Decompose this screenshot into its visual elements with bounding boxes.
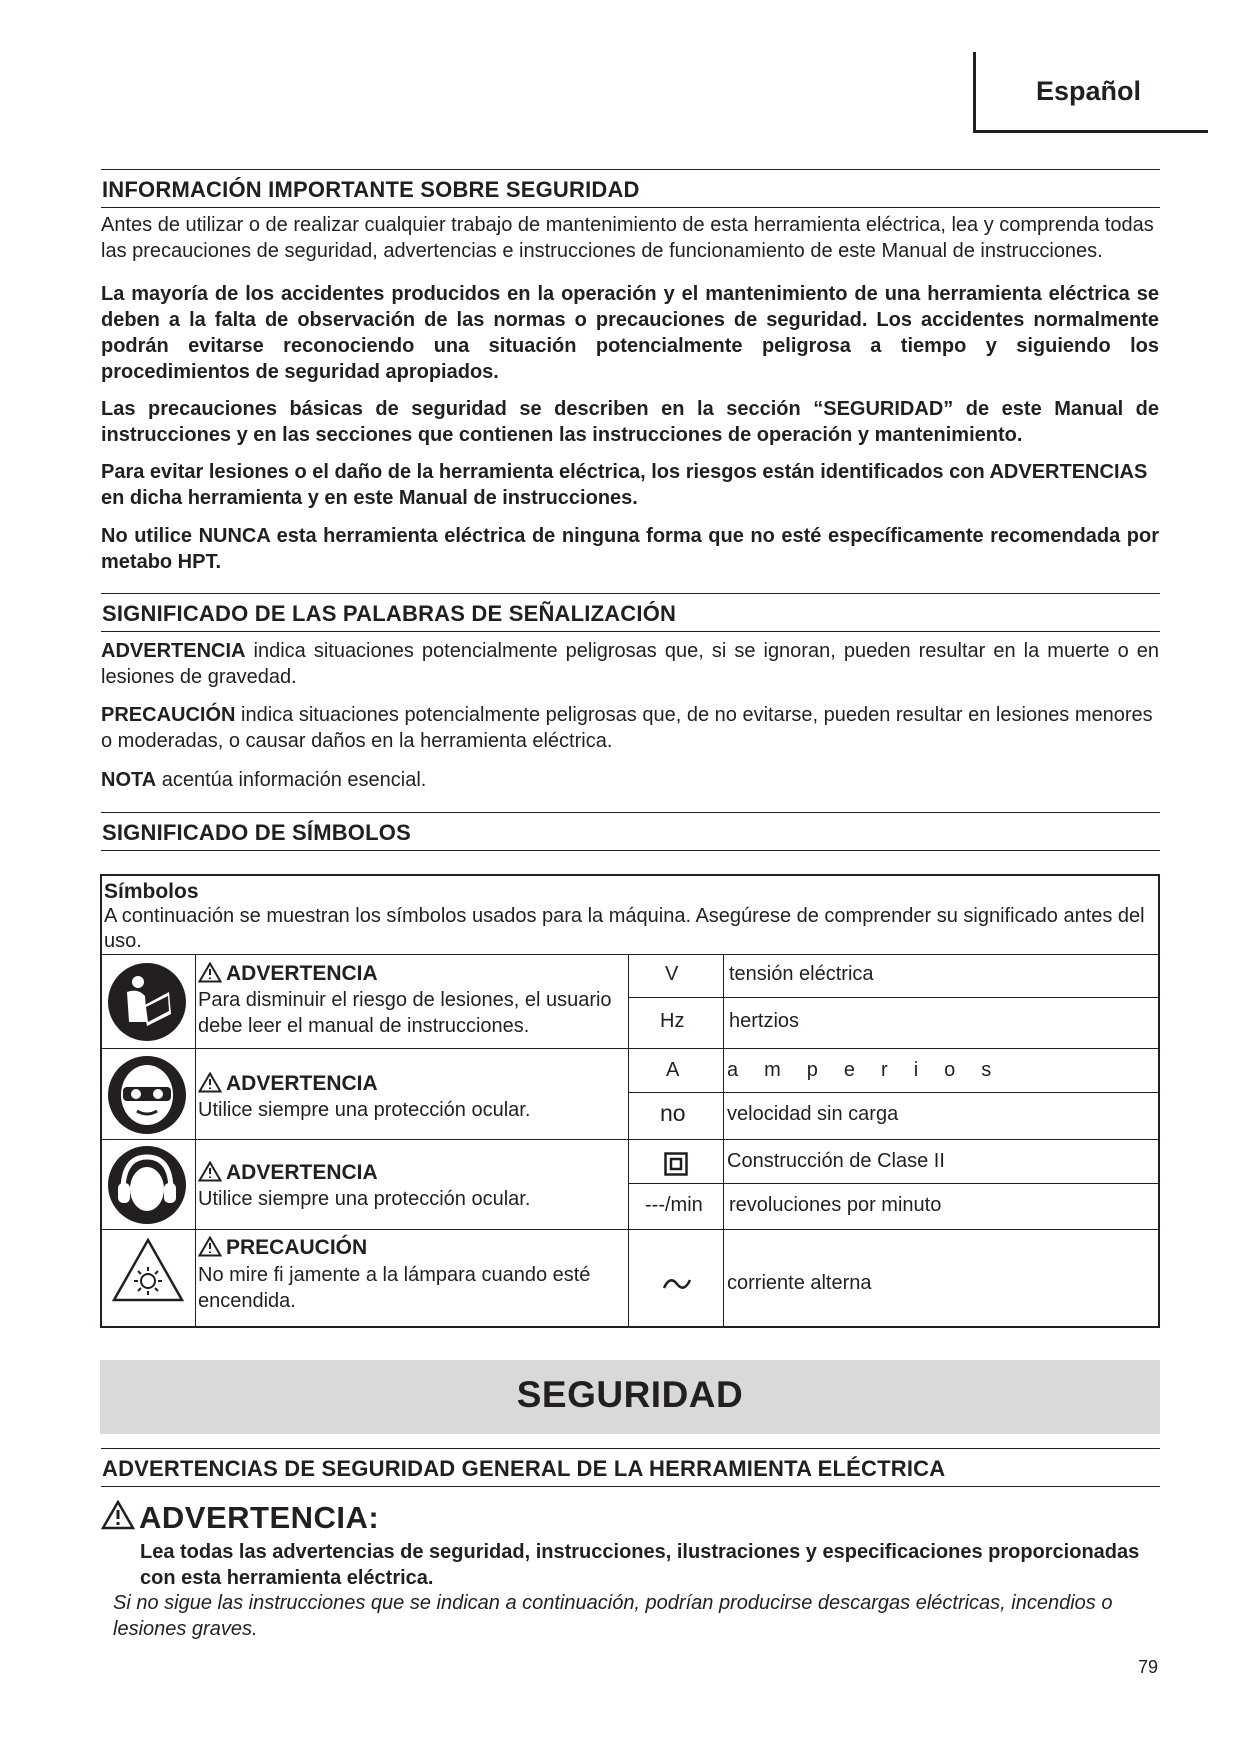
warning-1-text: Para disminuir el riesgo de lesiones, el usuario debe leer el manual de instrucciones.: [198, 989, 612, 1037]
section-heading-important: INFORMACIÓN IMPORTANTE SOBRE SEGURIDAD: [101, 169, 1160, 208]
table-line: [195, 954, 196, 1326]
language-tab: [973, 52, 1208, 133]
warning-2-heading: [198, 1072, 378, 1096]
text-nota: acentúa información esencial.: [156, 769, 427, 791]
general-warning-title: [101, 1500, 379, 1536]
signal-nota: [101, 767, 1159, 793]
unit-rpm-abbr: ---/min: [645, 1194, 703, 1216]
unit-no-abbr: no: [660, 1100, 686, 1126]
section-heading-symbols: SIGNIFICADO DE SÍMBOLOS: [101, 812, 1160, 851]
table-line: [628, 1048, 1160, 1049]
warning-3-text: Utilice siempre una protección ocular.: [198, 1188, 531, 1210]
table-line: [100, 1229, 1160, 1230]
warning-triangle-icon: [198, 1072, 222, 1093]
page-number: 79: [1138, 1657, 1159, 1677]
language-label: Español: [1036, 76, 1142, 106]
general-warning-title-text: ADVERTENCIA:: [139, 1500, 380, 1535]
warning-1-heading-text: ADVERTENCIA: [226, 962, 378, 985]
important-paragraph-2: La mayoría de los accidentes producidos en la operación y el mantenimiento de una herramienta eléctrica se deben a la falta de observación de las normas o precauciones de seguridad. Los accidentes normalmente podrán evitarse reconociendo una situación potencialmente peligrosa a tiempo y siguiendo los procedimientos de seguridad apropiados.: [101, 283, 1159, 383]
important-paragraph-3: Las precauciones básicas de seguridad se describen en la sección “SEGURIDAD” de este Manual de instrucciones y en las secciones que contienen las instrucciones de operación y mantenimiento.: [101, 398, 1159, 446]
important-paragraph-4: Para evitar lesiones o el daño de la herramienta eléctrica, los riesgos están identificados con ADVERTENCIAS en dicha herramienta y en este Manual de instrucciones.: [101, 461, 1148, 509]
general-warning-italic: [113, 1590, 1153, 1642]
unit-v-desc: tensión eléctrica: [729, 963, 874, 985]
table-line: [100, 1139, 628, 1140]
signal-advertencia: [101, 638, 1159, 690]
symbols-box-title: Símbolos: [104, 880, 199, 903]
warning-triangle-icon: [198, 1236, 222, 1257]
table-line: [628, 1092, 1160, 1093]
general-warning-bold: Lea todas las advertencias de seguridad, instrucciones, ilustraciones y especificaciones proporcionadas con esta herramienta eléctrica.: [140, 1541, 1140, 1589]
symbols-box-intro: A continuación se muestran los símbolos usados para la máquina. Asegúrese de comprender su significado antes del uso.: [104, 905, 1145, 952]
safety-band: [100, 1360, 1160, 1434]
text-advertencia: indica situaciones potencialmente peligrosas que, si se ignoran, pueden resultar en la muerte o en lesiones de gravedad.: [101, 640, 1159, 688]
general-warning-italic-text: Si no sigue las instrucciones que se indican a continuación, podrían producirse descargas eléctricas, incendios o lesiones graves.: [113, 1592, 1113, 1640]
table-line: [100, 954, 1160, 955]
important-paragraph-1: Antes de utilizar o de realizar cualquier trabajo de mantenimiento de esta herramienta eléctrica, lea y comprenda todas las precauciones de seguridad, advertencias e instrucciones de funcionamiento de este Manual de instrucciones.: [101, 214, 1154, 262]
unit-a-desc: amperios: [727, 1059, 1018, 1081]
warning-4-heading: [198, 1236, 367, 1260]
warning-1-heading: [198, 962, 378, 986]
unit-hz-desc: hertzios: [729, 1010, 800, 1032]
warning-3-heading: [198, 1161, 378, 1185]
important-paragraph-5: No utilice NUNCA esta herramienta eléctrica de ninguna forma que no esté específicamente recomendada por metabo HPT.: [101, 525, 1159, 573]
section-heading-general-safety: ADVERTENCIAS DE SEGURIDAD GENERAL DE LA HERRAMIENTA ELÉCTRICA: [101, 1448, 1160, 1487]
section-heading-signal-words: SIGNIFICADO DE LAS PALABRAS DE SEÑALIZACIÓN: [101, 593, 1160, 632]
table-line: [628, 1139, 1160, 1140]
warning-2-text: Utilice siempre una protección ocular.: [198, 1099, 531, 1121]
unit-ac-desc: corriente alterna: [727, 1272, 872, 1294]
term-nota: NOTA: [101, 769, 157, 791]
safety-band-title: SEGURIDAD: [516, 1374, 744, 1415]
warning-triangle-icon: [198, 962, 222, 983]
unit-rpm-desc: revoluciones por minuto: [729, 1194, 942, 1216]
table-line: [100, 1048, 628, 1049]
lamp-warning-icon: [111, 1237, 185, 1303]
term-precaucion: PRECAUCIÓN: [101, 704, 236, 726]
table-line: [628, 954, 629, 1326]
table-line: [628, 997, 1160, 998]
unit-class-ii-desc: Construcción de Clase II: [727, 1150, 945, 1172]
warning-2-heading-text: ADVERTENCIA: [226, 1072, 378, 1095]
warning-triangle-icon: [198, 1161, 222, 1182]
table-line: [723, 954, 724, 1326]
ear-protection-icon: [107, 1145, 187, 1225]
ac-icon: [662, 1277, 692, 1291]
warning-triangle-icon: [101, 1500, 135, 1530]
class-ii-icon: [664, 1152, 688, 1176]
signal-precaucion: [101, 702, 1159, 754]
table-line: [628, 1183, 1160, 1184]
read-manual-icon: [107, 962, 187, 1042]
warning-4-heading-text: PRECAUCIÓN: [226, 1236, 368, 1259]
eye-protection-icon: [107, 1055, 187, 1135]
unit-a-abbr: A: [666, 1059, 680, 1081]
warning-4-text: No mire fi jamente a la lámpara cuando esté encendida.: [198, 1264, 591, 1312]
unit-hz-abbr: Hz: [660, 1010, 685, 1032]
unit-v-abbr: V: [665, 963, 679, 985]
unit-no-desc: velocidad sin carga: [727, 1103, 899, 1125]
text-precaucion: indica situaciones potencialmente peligrosas que, de no evitarse, pueden resultar en lesiones menores o moderadas, o causar daños en la herramienta eléctrica.: [101, 704, 1153, 752]
warning-3-heading-text: ADVERTENCIA: [226, 1161, 378, 1184]
term-advertencia: ADVERTENCIA: [101, 640, 246, 662]
